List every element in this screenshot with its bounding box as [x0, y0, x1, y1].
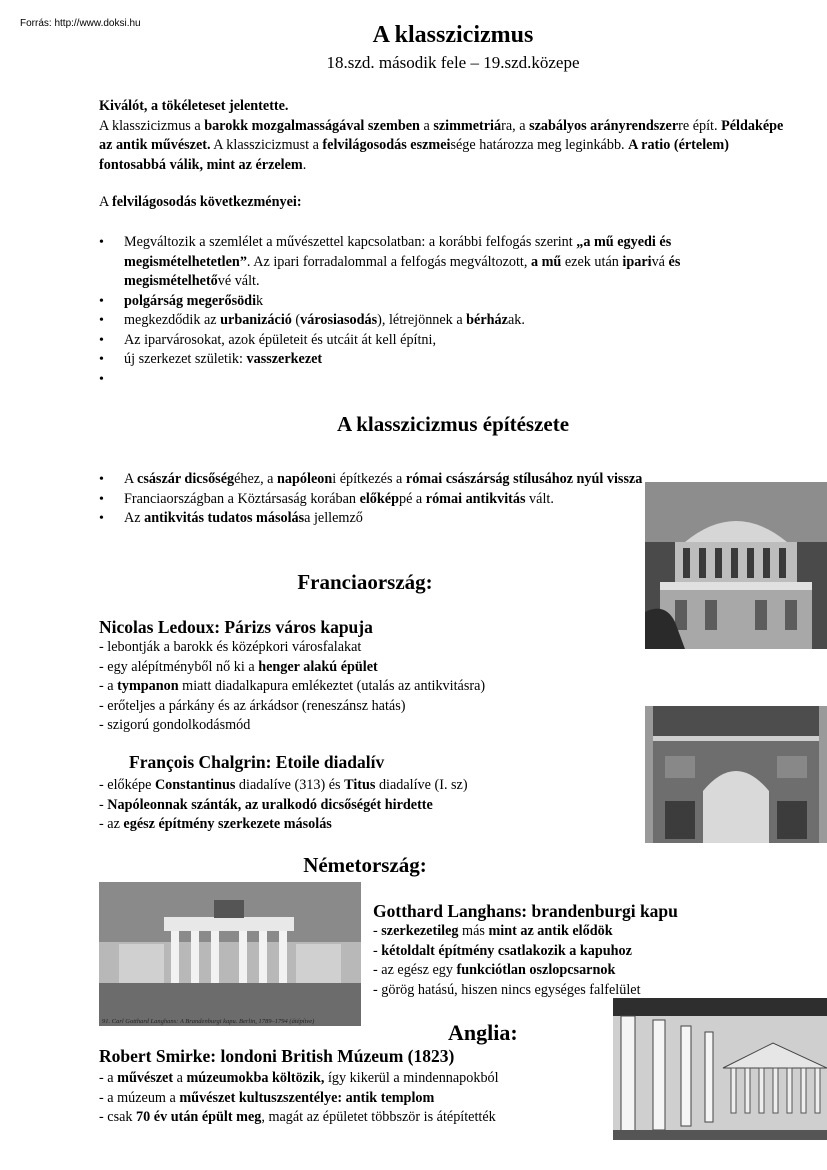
ledoux-line: - szigorú gondolkodásmód: [99, 717, 251, 733]
list-item-empty: [99, 370, 789, 390]
page-title: A klasszicizmus: [372, 22, 534, 48]
smirke-line: - a múzeum a művészet kultuszszentélye: antik templom: [99, 1089, 435, 1106]
list-item: • megkezdődik az urbanizáció (városiasodás), létrejönnek a bérházak.: [99, 311, 789, 331]
langhans-line: - kétoldalt építmény csatlakozik a kapuhoz: [373, 942, 632, 959]
list-item: • új szerkezet születik: vasszerkezet: [99, 350, 789, 370]
langhans-title: Gotthard Langhans: brandenburgi kapu: [373, 901, 678, 921]
chalgrin-lines: [99, 776, 639, 835]
england-heading: Anglia:: [448, 1020, 518, 1045]
page-subtitle: 18.szd. második fele – 19.szd.közepe: [326, 53, 580, 72]
langhans-line: - görög hatású, hiszen nincs egységes falfelület: [373, 981, 641, 998]
gate-illustration: [99, 882, 361, 1026]
langhans-line: - az egész egy funkciótlan oszlopcsarnok: [373, 962, 616, 978]
photo-caption: 91. Carl Gotthard Langhans: A Brandenburgi kapu. Berlin, 1789–1794 (átépítve): [102, 1018, 315, 1025]
ledoux-line: - lebontják a barokk és középkori városfalakat: [99, 639, 362, 655]
arch-illustration: [645, 706, 827, 843]
ledoux-title: Nicolas Ledoux: Párizs város kapuja: [99, 617, 373, 637]
smirke-lines: [99, 1069, 609, 1128]
museum-illustration: [613, 998, 827, 1140]
chalgrin-title: François Chalgrin: Etoile diadalív: [129, 752, 385, 772]
architecture-heading: A klasszicizmus építészete: [336, 412, 570, 436]
list-item: • Az antikvitás tudatos másolása jellemző: [99, 509, 644, 529]
smirke-title: Robert Smirke: londoni British Múzeum (1823): [99, 1046, 455, 1066]
source-note: Forrás: http://www.doksi.hu: [20, 18, 141, 29]
photo-arc-de-triomphe: [645, 706, 827, 843]
ledoux-line: - egy alépítményből nő ki a henger alakú épület: [99, 658, 378, 675]
chalgrin-line: - az egész építmény szerkezete másolás: [99, 816, 332, 832]
chalgrin-line: - Napóleonnak szánták, az uralkodó dicsőségét hirdette: [99, 796, 433, 813]
germany-heading: Németország:: [303, 853, 427, 877]
consequences-list: [99, 233, 789, 389]
ledoux-lines: [99, 638, 639, 736]
ledoux-line: - erőteljes a párkány és az árkádsor (reneszánsz hatás): [99, 697, 406, 714]
langhans-line: - szerkezetileg más mint az antik elődök: [373, 923, 613, 939]
photo-british-museum: [613, 998, 827, 1140]
france-heading: Franciaország:: [297, 570, 433, 594]
list-item: • A császár dicsőségéhez, a napóleoni építkezés a római császárság stílusához nyúl vissza: [99, 470, 644, 490]
consequences-heading: A felvilágosodás következményei:: [99, 194, 302, 210]
list-item: • Megváltozik a szemlélet a művészettel kapcsolatban: a korábbi felfogás szerint „a mű egyedi és megismételhetetlen”. Az ipari forradalommal a felfogás megváltozott, a mű ezek után iparivá és megismételhetővé vált.: [99, 233, 789, 292]
langhans-lines: [373, 922, 713, 1000]
rotunda-illustration: [645, 482, 827, 649]
photo-rotunda-la-villette: [645, 482, 827, 649]
smirke-line: - a művészet a múzeumokba költözik, így kikerül a mindennapokból: [99, 1070, 499, 1086]
chalgrin-line: - előképe Constantinus diadalíve (313) és Titus diadalíve (I. sz): [99, 777, 468, 793]
architecture-list: [99, 470, 644, 529]
intro-section: [99, 97, 799, 175]
photo-brandenburg-gate: [99, 882, 361, 1026]
list-item: • Franciaországban a Köztársaság korában előképpé a római antikvitás vált.: [99, 490, 644, 510]
list-item: • Az iparvárosokat, azok épületeit és utcáit át kell építni,: [99, 331, 789, 351]
intro-paragraph: A klasszicizmus a barokk mozgalmasságával szemben a szimmetriára, a szabályos arányrendszerre épít. Példaképe az antik művészet. A klasszicizmust a felvilágosodás eszmeisége határozza meg leginkább. A ratio (értelem) fontosabbá válik, mint az érzelem.: [99, 117, 784, 173]
ledoux-line: - a tympanon miatt diadalkapura emlékeztet (utalás az antikvitásra): [99, 678, 486, 694]
list-item: • polgárság megerősödik: [99, 292, 789, 312]
smirke-line: - csak 70 év után épült meg, magát az épületet többször is átépítették: [99, 1109, 496, 1125]
intro-lead: Kiválót, a tökéleteset jelentette.: [99, 98, 289, 114]
